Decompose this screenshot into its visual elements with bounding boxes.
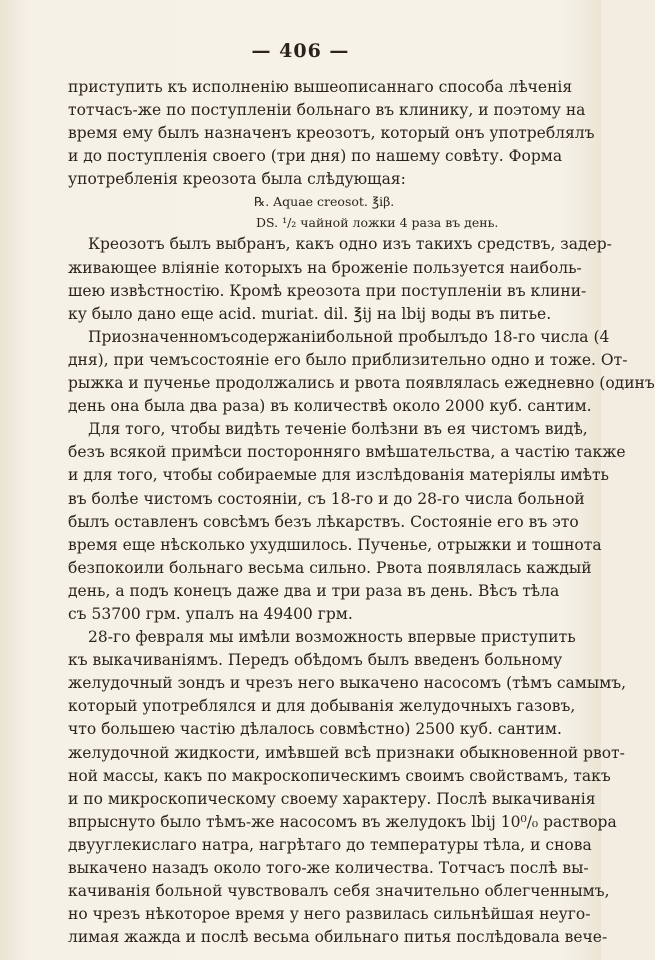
text-line: и для того, чтобы собираемые для изслѣдованія матеріялы имѣть (68, 466, 609, 485)
text-line: рыжка и пученье продолжались и рвота появлялась ежедневно (одинъ (68, 374, 655, 393)
text-line: но чрезъ нѣкоторое время у него развилась сильнѣйшая неуго- (68, 905, 591, 924)
text-line: ной массы, какъ по макроскопическимъ своимъ свойствамъ, такъ (68, 766, 611, 785)
text-line: тотчасъ-же по поступленіи больнаго въ клинику, и поэтому на (68, 101, 586, 120)
text-line: который употреблялся и для добыванія желудочныхъ газовъ, (68, 697, 576, 716)
text-line: впрыснуто было тѣмъ-же насосомъ въ желудокъ lbij 10⁰/₀ раствора (68, 812, 617, 831)
prescription-line-2: DS. ¹/₂ чайной ложки 4 раза въ день. (256, 215, 499, 231)
text-line: время еще нѣсколько ухудшилось. Пученье, отрыжки и тошнота (68, 535, 602, 554)
text-line: качиванія больной чувствовалъ себя значительно облегченнымъ, (68, 882, 610, 901)
body-text (68, 76, 655, 949)
text-line: двууглекислаго натра, нагрѣтаго до температуры тѣла, и снова (68, 835, 592, 854)
text-line: въ болѣе чистомъ состояніи, съ 18-го и до 28-го числа больной (68, 489, 585, 508)
text-line: лимая жажда и послѣ весьма обильнаго питья послѣдовала вече- (68, 928, 608, 947)
text-line: шею извѣстностію. Кромѣ креозота при поступленіи въ клини- (68, 281, 587, 300)
prescription-line-1: ℞. Aquae creosot. ℥iβ. (254, 194, 395, 210)
text-line: день, а подъ конецъ даже два и три раза въ день. Вѣсъ тѣла (68, 581, 560, 600)
text-line: живающее вліяніе которыхъ на броженіе пользуется наиболь- (68, 258, 582, 277)
paragraph-start: Креозотъ былъ выбранъ, какъ одно изъ такихъ средствъ, задер- (88, 235, 612, 254)
text-line: употребленія креозота была слѣдующая: (68, 170, 406, 189)
paragraph-start: Приозначенномъсодержаніибольной пробылъдо 18-го числа (4 (88, 327, 610, 346)
text-line: къ выкачиваніямъ. Передъ обѣдомъ былъ введенъ больному (68, 651, 563, 670)
text-line: безъ всякой примѣси посторонняго вмѣшательства, а частію также (68, 443, 626, 462)
text-line: и по микроскопическому своему характеру. Послѣ выкачиванія (68, 789, 596, 808)
text-line: желудочный зондъ и чрезъ него выкачено насосомъ (тѣмъ самымъ, (68, 674, 627, 693)
text-line: былъ оставленъ совсѣмъ безъ лѣкарствъ. Состояніе его въ это (68, 512, 579, 531)
text-line: безпокоили больнаго весьма сильно. Рвота появлялась каждый (68, 558, 592, 577)
text-line: выкачено назадъ около того-же количества. Тотчасъ послѣ вы- (68, 859, 589, 877)
page-number: — 406 — (251, 40, 350, 62)
text-line: съ 53700 грм. упалъ на 49400 грм. (68, 604, 353, 623)
paragraph-start: 28-го февраля мы имѣли возможность впервые приступить (88, 628, 576, 647)
paragraph-start: Для того, чтобы видѣть теченіе болѣзни въ ея чистомъ видѣ, (88, 420, 588, 439)
text-line: время ему былъ назначенъ креозотъ, который онъ употреблялъ (68, 124, 595, 143)
text-line: что большею частію дѣлалось совмѣстно) 2500 куб. сантим. (68, 720, 562, 739)
text-line: день она была два раза) въ количествѣ около 2000 куб. сантим. (68, 397, 592, 416)
text-line: ку было дано еще acid. muriat. dil. ℥ij на lbij воды въ питье. (68, 304, 552, 323)
text-line: приступить къ исполненію вышеописаннаго способа лѣченія (68, 78, 573, 96)
text-line: и до поступленія своего (три дня) по нашему совѣту. Форма (68, 147, 563, 166)
text-line: желудочной жидкости, имѣвшей всѣ признаки обыкновенной рвот- (68, 743, 625, 762)
text-line: дня), при чемъсостояніе его было приблизительно одно и тоже. От- (68, 350, 628, 369)
